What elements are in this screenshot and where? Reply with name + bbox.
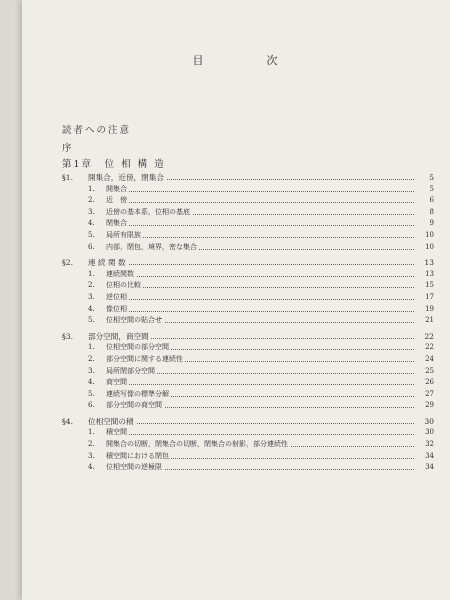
item-number: 1. — [88, 269, 95, 278]
page-number: 25 — [425, 366, 434, 375]
subsection-row — [62, 427, 434, 439]
page-number: 22 — [424, 331, 434, 341]
item-number: 5. — [88, 230, 95, 239]
subsection-row — [62, 451, 434, 463]
leader-dots — [88, 218, 414, 226]
chapter-heading: 第1章 位 相 構 造 — [62, 159, 166, 170]
section-row — [62, 172, 434, 184]
leader-dots — [88, 269, 414, 277]
page-number: 8 — [429, 207, 434, 216]
page-number: 26 — [425, 378, 434, 387]
page-number: 32 — [425, 440, 434, 449]
item-title: 位相の比較 — [106, 281, 141, 290]
item-number: 2. — [88, 281, 95, 290]
item-number: 4. — [88, 378, 95, 387]
item-title: 開集合の切断，閉集合の切断，閉集合の射影，部分連続性 — [106, 440, 288, 449]
page-number: 13 — [424, 258, 434, 268]
leader-dots — [88, 304, 414, 312]
front-matter-preface: 序 — [62, 143, 74, 154]
page-number: 30 — [425, 428, 434, 437]
item-number: 2. — [88, 196, 95, 205]
leader-dots — [88, 184, 414, 192]
subsection-row — [62, 366, 434, 378]
page-number: 22 — [425, 343, 434, 352]
leader-dots — [88, 195, 414, 203]
page-number: 34 — [425, 451, 434, 460]
item-title: 部分空間の商空間 — [106, 401, 162, 410]
item-title: 局所閉部分空間 — [106, 366, 155, 375]
item-number: 3. — [88, 292, 95, 301]
page-number: 13 — [425, 269, 434, 278]
subsection-row — [62, 269, 434, 281]
item-number: 1. — [88, 184, 95, 193]
subsection-row — [62, 354, 434, 366]
section-row — [62, 257, 434, 269]
section-title: 開集合，近傍，閉集合 — [88, 173, 164, 182]
subsection-row — [62, 342, 434, 354]
page-number: 5 — [429, 184, 434, 193]
item-number: 1. — [88, 343, 95, 352]
section-number: §4. — [62, 416, 74, 426]
item-title: 内部，閉包，境界，密な集合 — [106, 242, 197, 251]
item-title: 連続写像の標準分解 — [106, 389, 169, 398]
item-title: 積空間における閉包 — [106, 451, 169, 460]
page-number: 29 — [425, 401, 434, 410]
item-number: 4. — [88, 219, 95, 228]
page-number: 34 — [425, 463, 434, 472]
item-number: 6. — [88, 242, 95, 251]
subsection-row — [62, 280, 434, 292]
subsection-row — [62, 462, 434, 474]
section-row — [62, 416, 434, 428]
item-title: 近 傍 — [106, 196, 127, 205]
page-number: 30 — [424, 416, 434, 426]
item-title: 部分空間に関する連続性 — [106, 354, 183, 363]
item-number: 4. — [88, 304, 95, 313]
subsection-row — [62, 439, 434, 451]
section-number: §3. — [62, 331, 74, 341]
leader-dots — [88, 427, 414, 435]
item-number: 2. — [88, 440, 95, 449]
item-number: 5. — [88, 316, 95, 325]
item-title: 近傍の基本系，位相の基底 — [106, 207, 190, 216]
page-number: 19 — [425, 304, 434, 313]
page-number: 27 — [425, 389, 434, 398]
table-of-contents — [62, 172, 434, 474]
item-title: 積空間 — [106, 428, 127, 437]
item-title: 開集合 — [106, 184, 127, 193]
item-number: 4. — [88, 463, 95, 472]
item-title: 連続関数 — [106, 269, 134, 278]
item-number: 6. — [88, 401, 95, 410]
section-row — [62, 331, 434, 343]
item-number: 3. — [88, 451, 95, 460]
item-number: 2. — [88, 354, 95, 363]
item-title: 位相空間の部分空間 — [106, 343, 169, 352]
section-title: 位相空間の積 — [88, 416, 134, 426]
subsection-row — [62, 184, 434, 196]
front-matter-readers-note: 読者への注意 — [62, 125, 132, 136]
item-title: 逆位相 — [106, 292, 127, 301]
page-number: 17 — [425, 292, 434, 301]
item-title: 閉集合 — [106, 219, 127, 228]
page-number: 10 — [425, 230, 434, 239]
leader-dots — [88, 377, 414, 385]
item-title: 局所有限族 — [106, 230, 141, 239]
subsection-row — [62, 230, 434, 242]
item-number: 1. — [88, 428, 95, 437]
page-title: 目 次 — [192, 54, 304, 67]
item-number: 3. — [88, 207, 95, 216]
section-number: §1. — [62, 173, 74, 182]
subsection-row — [62, 315, 434, 327]
page-number: 9 — [429, 219, 434, 228]
subsection-row — [62, 218, 434, 230]
item-title: 像位相 — [106, 304, 127, 313]
page-number: 6 — [429, 196, 434, 205]
section-number: §2. — [62, 258, 74, 268]
item-title: 位相空間の貼合せ — [106, 316, 162, 325]
page-number: 24 — [425, 354, 434, 363]
section-title: 部分空間，商空間 — [88, 331, 149, 341]
page-number: 15 — [425, 281, 434, 290]
subsection-row — [62, 195, 434, 207]
item-title: 位相空間の逆極限 — [106, 463, 162, 472]
book-page — [22, 0, 450, 600]
section-title: 連 続 関 数 — [88, 258, 126, 268]
leader-dots — [88, 292, 414, 300]
subsection-row — [62, 377, 434, 389]
subsection-row — [62, 400, 434, 412]
subsection-row — [62, 242, 434, 254]
item-number: 3. — [88, 366, 95, 375]
page-number: 5 — [429, 173, 434, 182]
subsection-row — [62, 207, 434, 219]
item-title: 商空間 — [106, 378, 127, 387]
page-number: 21 — [425, 316, 434, 325]
item-number: 5. — [88, 389, 95, 398]
subsection-row — [62, 292, 434, 304]
subsection-row — [62, 304, 434, 316]
subsection-row — [62, 389, 434, 401]
page-number: 10 — [425, 242, 434, 251]
